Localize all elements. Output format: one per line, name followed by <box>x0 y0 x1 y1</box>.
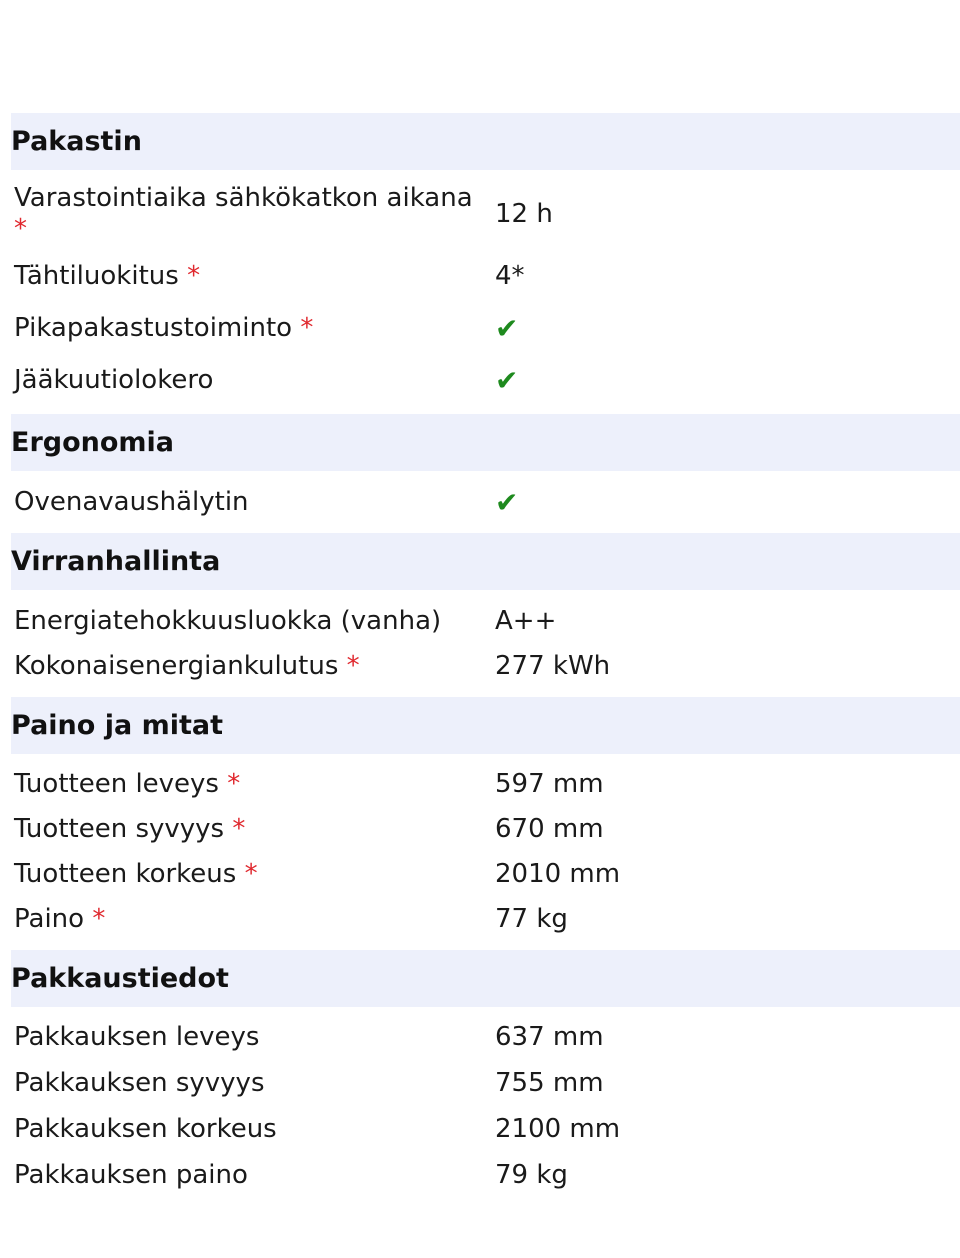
spec-label-text: Tuotteen syvyys <box>14 814 225 844</box>
spec-label <box>11 769 495 800</box>
spec-value: 79 kg <box>495 1159 568 1190</box>
spec-label <box>11 313 495 344</box>
section-header-pakastin <box>11 113 960 170</box>
spec-row <box>11 897 960 942</box>
spec-label <box>11 1160 495 1191</box>
spec-row <box>11 1152 960 1198</box>
spec-value: 77 kg <box>495 904 568 934</box>
spec-label <box>11 183 495 245</box>
section-body-virranhallinta <box>11 590 960 697</box>
spec-row <box>11 178 960 250</box>
required-marker: * <box>227 769 241 799</box>
check-icon: ✔ <box>495 363 519 397</box>
spec-row <box>11 302 960 354</box>
spec-label-text: Ovenavaushälytin <box>14 486 249 517</box>
spec-label <box>11 1068 495 1099</box>
spec-table <box>11 113 960 1206</box>
spec-label-text: Pakkauksen paino <box>14 1159 248 1190</box>
section-body-pakkaustiedot <box>11 1007 960 1206</box>
spec-label <box>11 1022 495 1053</box>
spec-value: 2100 mm <box>495 1113 621 1144</box>
spec-label <box>11 651 495 682</box>
spec-row <box>11 479 960 525</box>
spec-label <box>11 606 495 637</box>
required-marker: * <box>346 651 360 681</box>
section-header-ergonomia <box>11 414 960 471</box>
spec-row <box>11 852 960 897</box>
spec-row <box>11 644 960 689</box>
spec-row <box>11 762 960 807</box>
section-title: Ergonomia <box>11 427 175 458</box>
spec-label-text: Kokonaisenergiankulutus <box>14 651 339 681</box>
spec-row <box>11 598 960 644</box>
spec-row <box>11 354 960 406</box>
spec-label <box>11 365 495 396</box>
check-icon: ✔ <box>495 311 519 345</box>
spec-label-text: Energiatehokkuusluokka (vanha) <box>14 605 442 636</box>
required-marker: * <box>244 859 258 889</box>
required-marker: * <box>300 312 314 343</box>
spec-label-text: Varastointiaika sähkökatkon aikana <box>14 183 473 213</box>
spec-label <box>11 1114 495 1145</box>
required-marker: * <box>232 814 246 844</box>
section-body-paino-ja-mitat <box>11 754 960 950</box>
spec-label-text: Pakkauksen korkeus <box>14 1113 277 1144</box>
section-header-paino-ja-mitat <box>11 697 960 754</box>
section-title: Paino ja mitat <box>11 710 224 741</box>
spec-label <box>11 814 495 845</box>
check-icon: ✔ <box>495 485 519 519</box>
spec-row <box>11 1106 960 1152</box>
section-title: Pakkaustiedot <box>11 963 229 994</box>
spec-value: 277 kWh <box>495 651 611 681</box>
spec-value: 4* <box>495 260 525 291</box>
spec-value: A++ <box>495 605 557 636</box>
spec-row <box>11 1060 960 1106</box>
spec-row <box>11 1015 960 1060</box>
spec-row <box>11 807 960 852</box>
section-body-ergonomia <box>11 471 960 533</box>
spec-label-text: Pikapakastustoiminto <box>14 312 293 343</box>
spec-value: 637 mm <box>495 1022 604 1052</box>
spec-label-text: Pakkauksen syvyys <box>14 1067 265 1098</box>
section-title: Pakastin <box>11 126 142 157</box>
required-marker: * <box>92 904 106 934</box>
spec-label-text: Jääkuutiolokero <box>14 364 214 395</box>
required-marker: * <box>187 260 201 291</box>
spec-label-text: Pakkauksen leveys <box>14 1022 260 1052</box>
spec-value: 670 mm <box>495 814 604 844</box>
spec-value: 755 mm <box>495 1067 604 1098</box>
section-body-pakastin <box>11 170 960 414</box>
spec-label-text: Paino <box>14 904 85 934</box>
spec-label <box>11 859 495 890</box>
spec-label <box>11 904 495 935</box>
section-title: Virranhallinta <box>11 546 221 577</box>
spec-value: 597 mm <box>495 769 604 799</box>
section-header-pakkaustiedot <box>11 950 960 1007</box>
required-marker: * <box>14 214 27 244</box>
spec-value: 12 h <box>495 198 553 229</box>
spec-label-text: Tähtiluokitus <box>14 260 179 291</box>
spec-label <box>11 261 495 292</box>
spec-label-text: Tuotteen leveys <box>14 769 219 799</box>
spec-row <box>11 250 960 302</box>
spec-label-text: Tuotteen korkeus <box>14 859 237 889</box>
spec-label <box>11 487 495 518</box>
spec-value: 2010 mm <box>495 859 621 889</box>
section-header-virranhallinta <box>11 533 960 590</box>
